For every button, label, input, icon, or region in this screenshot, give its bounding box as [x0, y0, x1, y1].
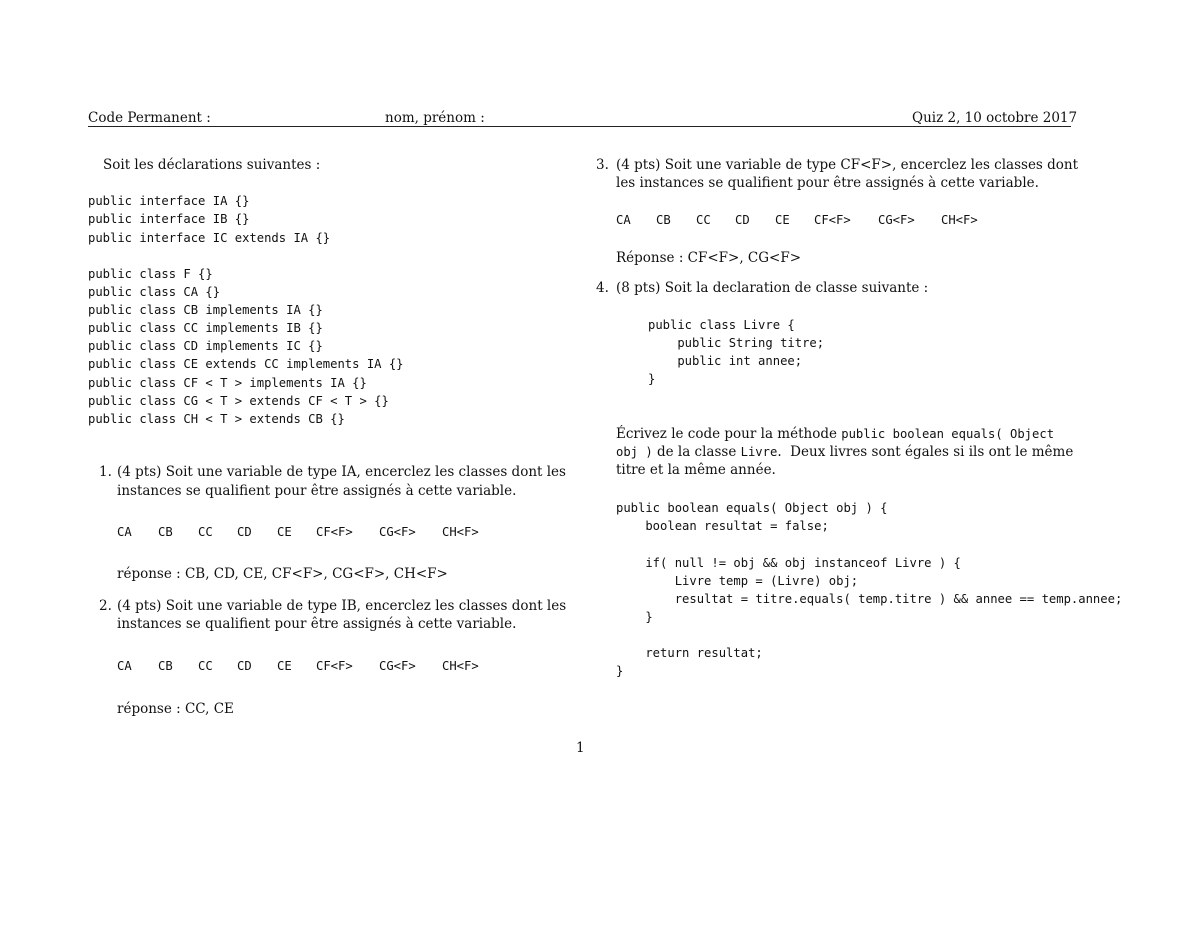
question-text: (4 pts) Soit une variable de type IB, encerclez les classes dont les — [117, 598, 567, 614]
description-text: titre et la même année. — [616, 462, 776, 478]
choice-option[interactable]: CH<F> — [442, 659, 479, 673]
code-line: boolean resultat = false; — [616, 519, 829, 533]
code-line: Livre temp = (Livre) obj; — [616, 574, 859, 588]
choice-option[interactable]: CA — [616, 213, 631, 227]
code-line: public interface IC extends IA {} — [88, 231, 331, 245]
description-text: de la classe — [652, 444, 741, 460]
question-text: (4 pts) Soit une variable de type IA, encerclez les classes dont les — [117, 464, 566, 480]
code-line: if( null != obj && obj instanceof Livre ) { — [616, 556, 961, 570]
choice-option[interactable]: CF<F> — [316, 659, 353, 673]
code-line: public int annee; — [648, 354, 803, 368]
page-number: 1 — [576, 740, 585, 756]
choice-option[interactable]: CA — [117, 525, 132, 539]
code-line: } — [616, 664, 624, 678]
code-line: } — [648, 372, 656, 386]
header-rule — [88, 126, 1071, 127]
code-line: public class Livre { — [648, 318, 795, 332]
inline-code: public boolean equals( Object — [841, 427, 1055, 441]
code-line: public class F {} — [88, 267, 213, 281]
choice-option[interactable]: CE — [277, 525, 292, 539]
description-text: Écrivez le code pour la méthode — [616, 426, 842, 442]
answer-text: réponse : CB, CD, CE, CF<F>, CG<F>, CH<F> — [117, 566, 448, 582]
answer-text: réponse : CC, CE — [117, 701, 234, 717]
code-line: public class CH < T > extends CB {} — [88, 412, 345, 426]
description-text: . Deux livres sont égales si ils ont le même — [777, 444, 1074, 460]
intro-text: Soit les déclarations suivantes : — [103, 157, 321, 173]
choice-option[interactable]: CG<F> — [878, 213, 915, 227]
question-number: 3. — [596, 157, 609, 173]
code-line: return resultat; — [616, 646, 763, 660]
code-line: public class CC implements IB {} — [88, 321, 323, 335]
choice-option[interactable]: CB — [656, 213, 671, 227]
code-permanent-label: Code Permanent : — [88, 110, 211, 126]
choice-option[interactable]: CG<F> — [379, 525, 416, 539]
choice-option[interactable]: CD — [735, 213, 750, 227]
inline-code: Livre — [740, 445, 778, 459]
choice-option[interactable]: CE — [277, 659, 292, 673]
code-line: public class CA {} — [88, 285, 221, 299]
choice-option[interactable]: CB — [158, 659, 173, 673]
choice-option[interactable]: CF<F> — [316, 525, 353, 539]
question-text: instances se qualifient pour être assignés à cette variable. — [117, 483, 517, 499]
name-label: nom, prénom : — [385, 110, 485, 126]
code-line: public class CE extends CC implements IA {} — [88, 357, 404, 371]
quiz-label: Quiz 2, 10 octobre 2017 — [912, 110, 1078, 126]
choice-option[interactable]: CG<F> — [379, 659, 416, 673]
question-text: instances se qualifient pour être assignés à cette variable. — [117, 616, 517, 632]
question-text: les instances se qualifient pour être assignés à cette variable. — [616, 175, 1039, 191]
inline-code: obj ) — [616, 445, 653, 459]
code-line: public interface IA {} — [88, 194, 250, 208]
code-line: } — [616, 610, 653, 624]
choice-option[interactable]: CH<F> — [442, 525, 479, 539]
code-line: public interface IB {} — [88, 212, 250, 226]
code-line: public class CG < T > extends CF < T > {} — [88, 394, 389, 408]
question-description — [616, 425, 1054, 443]
question-text: (8 pts) Soit la declaration de classe suivante : — [616, 280, 929, 296]
choice-option[interactable]: CD — [237, 659, 252, 673]
code-line: public class CF < T > implements IA {} — [88, 376, 367, 390]
question-number: 2. — [99, 598, 112, 614]
choice-option[interactable]: CC — [198, 525, 213, 539]
choice-option[interactable]: CF<F> — [814, 213, 851, 227]
code-line: public boolean equals( Object obj ) { — [616, 501, 888, 515]
code-line: public String titre; — [648, 336, 825, 350]
choice-option[interactable]: CC — [198, 659, 213, 673]
question-description — [616, 443, 1073, 461]
choice-option[interactable]: CE — [775, 213, 790, 227]
question-number: 1. — [99, 464, 112, 480]
choice-option[interactable]: CD — [237, 525, 252, 539]
answer-text: Réponse : CF<F>, CG<F> — [616, 250, 802, 266]
question-number: 4. — [596, 280, 609, 296]
choice-option[interactable]: CA — [117, 659, 132, 673]
code-line: public class CD implements IC {} — [88, 339, 323, 353]
choice-option[interactable]: CB — [158, 525, 173, 539]
choice-option[interactable]: CC — [696, 213, 711, 227]
question-text: (4 pts) Soit une variable de type CF<F>, encerclez les classes dont — [616, 157, 1079, 173]
code-line: resultat = titre.equals( temp.titre ) && annee == temp.annee; — [616, 592, 1123, 606]
choice-option[interactable]: CH<F> — [941, 213, 978, 227]
code-line: public class CB implements IA {} — [88, 303, 323, 317]
